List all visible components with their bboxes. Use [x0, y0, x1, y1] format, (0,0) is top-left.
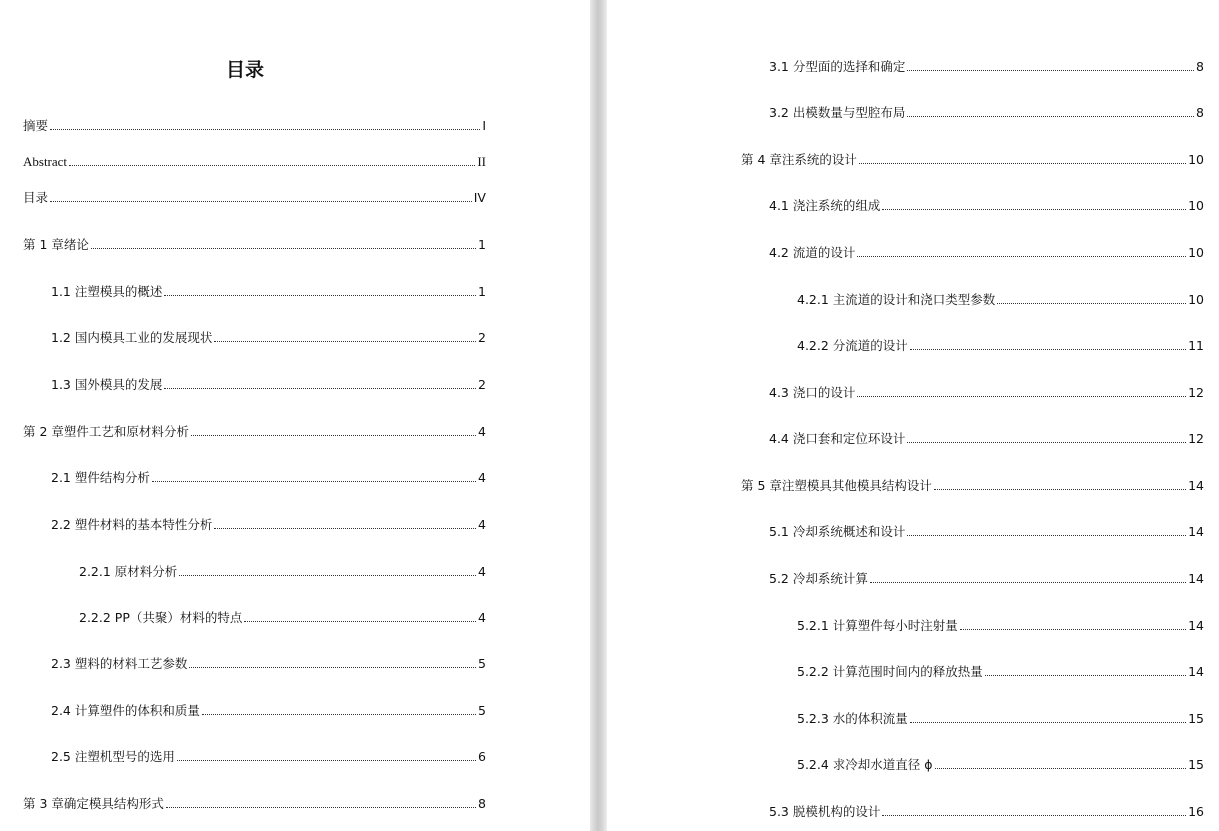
toc-entry-label: 2.4 计算塑件的体积和质量 — [51, 703, 200, 718]
toc-dot-leader — [910, 349, 1186, 350]
toc-entry-label: 2.1 塑件结构分析 — [51, 470, 150, 485]
toc-entry[interactable] — [23, 424, 486, 440]
toc-entry-label: 4.2.2 分流道的设计 — [797, 338, 908, 353]
toc-entry-page-number: 14 — [1188, 524, 1204, 539]
toc-dot-leader — [870, 582, 1186, 583]
toc-entry-page-number: IV — [473, 190, 486, 205]
toc-entry-page-number: 16 — [1188, 804, 1204, 819]
toc-dot-leader — [152, 481, 476, 482]
page-gutter — [590, 0, 607, 831]
toc-dot-leader — [857, 396, 1186, 397]
toc-entry-page-number: 1 — [478, 237, 486, 252]
toc-entry[interactable] — [23, 237, 486, 253]
toc-entry-label: 2.3 塑料的材料工艺参数 — [51, 656, 188, 671]
toc-entry-label: 5.2.4 求冷却水道直径 ϕ — [797, 757, 933, 772]
toc-entry[interactable] — [769, 198, 1204, 214]
toc-entry-page-number: 14 — [1188, 571, 1204, 586]
toc-entry-page-number: 10 — [1188, 198, 1204, 213]
toc-entry-label: 5.2.2 计算范围时间内的释放热量 — [797, 664, 983, 679]
toc-entry[interactable] — [769, 59, 1204, 75]
toc-entry[interactable] — [79, 564, 486, 580]
toc-entry[interactable] — [79, 610, 486, 626]
toc-entry[interactable] — [23, 118, 486, 134]
toc-entry[interactable] — [51, 656, 486, 672]
toc-dot-leader — [985, 675, 1186, 676]
toc-entry-label: 目录 — [23, 190, 49, 205]
toc-entry-page-number: 14 — [1188, 618, 1204, 633]
toc-entry-page-number: 5 — [478, 703, 486, 718]
toc-entry[interactable] — [797, 292, 1204, 308]
toc-dot-leader — [882, 209, 1186, 210]
toc-entry-label: 第 3 章确定模具结构形式 — [23, 796, 164, 811]
toc-list-left — [0, 0, 590, 831]
toc-dot-leader — [69, 165, 475, 166]
toc-entry[interactable] — [51, 517, 486, 533]
toc-entry-page-number: 8 — [478, 796, 486, 811]
toc-entry-label: 3.2 出模数量与型腔布局 — [769, 105, 906, 120]
toc-entry-page-number: 10 — [1188, 292, 1204, 307]
toc-dot-leader — [997, 303, 1186, 304]
toc-entry-label: 5.2.3 水的体积流量 — [797, 711, 908, 726]
toc-entry[interactable] — [769, 571, 1204, 587]
toc-entry-page-number: 4 — [478, 564, 486, 579]
toc-entry[interactable] — [51, 470, 486, 486]
toc-dot-leader — [907, 70, 1194, 71]
toc-entry-page-number: 15 — [1188, 757, 1204, 772]
toc-entry[interactable] — [769, 431, 1204, 447]
toc-entry-label: 摘要 — [23, 118, 49, 133]
toc-entry-label: 4.3 浇口的设计 — [769, 385, 856, 400]
toc-list-right — [607, 0, 1219, 831]
toc-entry[interactable] — [51, 284, 486, 300]
toc-entry-label: 4.2.1 主流道的设计和浇口类型参数 — [797, 292, 996, 307]
toc-entry-label: 4.2 流道的设计 — [769, 245, 856, 260]
toc-entry-page-number: 4 — [478, 517, 486, 532]
toc-entry-label: 第 2 章塑件工艺和原材料分析 — [23, 424, 189, 439]
toc-dot-leader — [50, 129, 480, 130]
toc-entry-page-number: 10 — [1188, 245, 1204, 260]
toc-entry-page-number: 1 — [478, 284, 486, 299]
toc-entry-label: 第 1 章绪论 — [23, 237, 89, 252]
toc-entry-label: 4.4 浇口套和定位环设计 — [769, 431, 906, 446]
toc-entry-label: 第 4 章注系统的设计 — [741, 152, 857, 167]
toc-entry-label: Abstract — [23, 154, 68, 169]
toc-entry[interactable] — [51, 377, 486, 393]
toc-dot-leader — [164, 388, 476, 389]
toc-dot-leader — [244, 621, 476, 622]
toc-dot-leader — [859, 163, 1186, 164]
toc-entry[interactable] — [797, 618, 1204, 634]
toc-entry-page-number: 14 — [1188, 664, 1204, 679]
toc-entry-label: 1.1 注塑模具的概述 — [51, 284, 163, 299]
toc-entry[interactable] — [797, 338, 1204, 354]
toc-dot-leader — [960, 629, 1186, 630]
toc-entry[interactable] — [769, 804, 1204, 820]
toc-entry[interactable] — [797, 757, 1204, 773]
toc-dot-leader — [164, 295, 476, 296]
toc-entry[interactable] — [741, 478, 1204, 494]
toc-dot-leader — [907, 116, 1194, 117]
toc-entry[interactable] — [769, 105, 1204, 121]
toc-entry[interactable] — [51, 703, 486, 719]
toc-entry[interactable] — [769, 385, 1204, 401]
toc-entry-label: 3.1 分型面的选择和确定 — [769, 59, 906, 74]
toc-entry[interactable] — [797, 664, 1204, 680]
toc-entry[interactable] — [23, 154, 486, 170]
toc-dot-leader — [934, 489, 1186, 490]
toc-dot-leader — [191, 435, 476, 436]
toc-entry-page-number: 4 — [478, 424, 486, 439]
toc-entry-label: 5.2.1 计算塑件每小时注射量 — [797, 618, 958, 633]
toc-entry-page-number: 8 — [1196, 105, 1204, 120]
toc-entry-page-number: 8 — [1196, 59, 1204, 74]
toc-entry-page-number: 14 — [1188, 478, 1204, 493]
toc-dot-leader — [177, 760, 476, 761]
toc-entry-page-number: 12 — [1188, 431, 1204, 446]
toc-entry-label: 2.2.1 原材料分析 — [79, 564, 178, 579]
toc-dot-leader — [202, 714, 476, 715]
toc-entry-label: 4.1 浇注系统的组成 — [769, 198, 881, 213]
toc-dot-leader — [214, 528, 476, 529]
toc-entry[interactable] — [769, 245, 1204, 261]
toc-dot-leader — [907, 442, 1186, 443]
toc-entry-page-number: 10 — [1188, 152, 1204, 167]
toc-entry-label: 5.3 脱模机构的设计 — [769, 804, 881, 819]
toc-dot-leader — [935, 768, 1187, 769]
toc-entry[interactable] — [769, 524, 1204, 540]
toc-entry-label: 2.2 塑件材料的基本特性分析 — [51, 517, 213, 532]
toc-entry-page-number: 11 — [1188, 338, 1204, 353]
page-title: 目录 — [225, 59, 264, 81]
toc-entry-page-number: 4 — [478, 470, 486, 485]
toc-dot-leader — [907, 535, 1186, 536]
toc-entry[interactable] — [51, 330, 486, 346]
toc-dot-leader — [179, 575, 476, 576]
toc-entry[interactable] — [51, 749, 486, 765]
toc-entry-label: 第 5 章注塑模具其他模具结构设计 — [741, 478, 932, 493]
toc-entry-page-number: 12 — [1188, 385, 1204, 400]
toc-entry-label: 2.5 注塑机型号的选用 — [51, 749, 175, 764]
toc-entry-label: 5.1 冷却系统概述和设计 — [769, 524, 906, 539]
toc-entry-label: 5.2 冷却系统计算 — [769, 571, 868, 586]
toc-entry[interactable] — [23, 190, 486, 206]
toc-dot-leader — [910, 722, 1186, 723]
toc-dot-leader — [166, 807, 476, 808]
toc-entry-label: 2.2.2 PP（共聚）材料的特点 — [79, 610, 243, 625]
toc-dot-leader — [91, 248, 476, 249]
toc-entry-page-number: 4 — [478, 610, 486, 625]
toc-entry[interactable] — [797, 711, 1204, 727]
document-page-left — [0, 0, 590, 831]
toc-entry-label: 1.3 国外模具的发展 — [51, 377, 163, 392]
toc-entry-label: 1.2 国内模具工业的发展现状 — [51, 330, 213, 345]
toc-entry-page-number: II — [477, 154, 486, 169]
toc-entry-page-number: 2 — [478, 377, 486, 392]
toc-entry-page-number: I — [482, 118, 486, 133]
toc-dot-leader — [882, 815, 1186, 816]
document-page-right — [607, 0, 1219, 831]
toc-entry-page-number: 5 — [478, 656, 486, 671]
toc-dot-leader — [50, 201, 472, 202]
toc-entry[interactable] — [23, 796, 486, 812]
toc-dot-leader — [214, 341, 476, 342]
toc-dot-leader — [857, 256, 1186, 257]
toc-entry-page-number: 6 — [478, 749, 486, 764]
toc-entry[interactable] — [741, 152, 1204, 168]
toc-dot-leader — [189, 667, 476, 668]
toc-entry-page-number: 15 — [1188, 711, 1204, 726]
toc-entry-page-number: 2 — [478, 330, 486, 345]
